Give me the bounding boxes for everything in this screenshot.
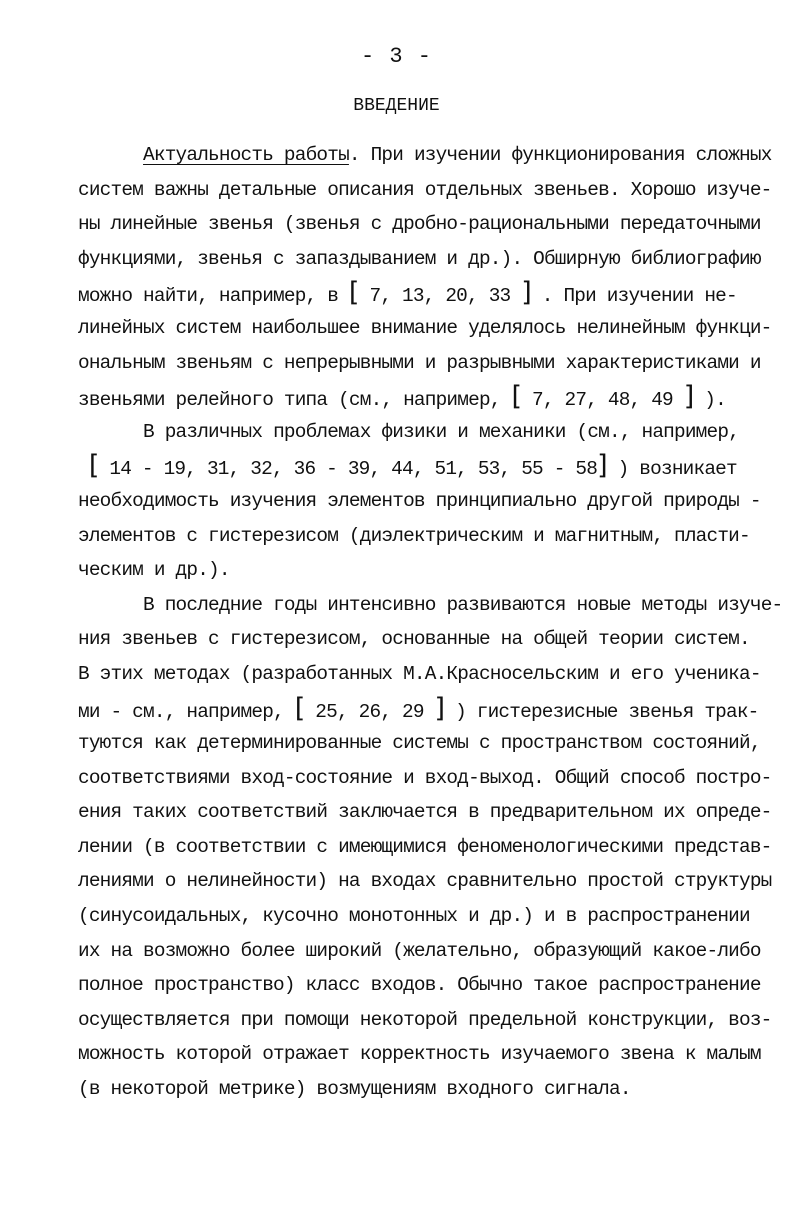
text-line: осуществляется при помощи некоторой предельной конструкции, воз- — [78, 1008, 772, 1031]
right-bracket: ] — [434, 692, 445, 724]
text-line: туются как детерминированные системы с пространством состояний, — [78, 732, 761, 755]
underlined-lead: Актуальность работы — [143, 144, 349, 166]
text-line: В этих методах (разработанных М.А.Красносельским и его ученика- — [78, 662, 761, 685]
text-line: элементов с гистерезисом (диэлектрическим и магнитным, пласти- — [78, 524, 750, 547]
text-line: функциями, звенья с запаздыванием и др.). Обширную библиографию — [78, 247, 761, 270]
right-bracket: ] — [597, 450, 607, 482]
text-line: можность которой отражает корректность изучаемого звена к малым — [78, 1043, 761, 1066]
citation: 25, 26, 29 — [304, 700, 435, 723]
body-text — [78, 138, 783, 1107]
text-line: полное пространство) класс входов. Обычно такое распространение — [78, 974, 761, 997]
citation: 7, 27, 48, 49 — [521, 389, 684, 412]
text-line: ны линейные звенья (звенья с дробно-рациональными передаточными — [78, 213, 761, 236]
section-heading: ВВЕДЕНИЕ — [353, 96, 440, 116]
text-line: их на возможно более широкий (желательно, образующий какое-либо — [78, 939, 761, 962]
text-line: можно найти, например, в [ 7, 13, 20, 33 ] . При изучении не- — [78, 277, 737, 309]
right-bracket: ] — [521, 277, 531, 309]
text-line: (в некоторой метрике) возмущениям входного сигнала. — [78, 1078, 631, 1101]
text-line: (синусоидальных, кусочно монотонных и др.) и в распространении — [78, 905, 750, 928]
text-line: соответствиями вход-состояние и вход-выход. Общий способ постро- — [78, 766, 772, 789]
left-bracket: [ — [348, 277, 359, 309]
text-line: ения таких соответствий заключается в предварительном их опреде- — [78, 801, 772, 824]
text-line: линейных систем наибольшее внимание уделялось нелинейным функци- — [78, 316, 772, 339]
text-line: ми - см., например, [ 25, 26, 29 ] ) гистерезисные звенья трак- — [78, 692, 759, 724]
page-number: - 3 - — [360, 44, 432, 69]
right-bracket: ] — [683, 381, 694, 413]
text-line: звеньями релейного типа (см., например, [ 7, 27, 48, 49 ] ). — [78, 381, 726, 413]
text-line: лении (в соответствии с имеющимися феноменологическими представ- — [78, 835, 772, 858]
text-line: ния звеньев с гистерезисом, основанные на общей теории систем. — [78, 628, 750, 651]
text-line: ческим и др.). — [78, 559, 230, 582]
left-bracket: [ — [88, 450, 99, 482]
text-line: необходимость изучения элементов принципиально другой природы - — [78, 489, 761, 512]
text-line: систем важны детальные описания отдельных звеньев. Хорошо изуче- — [78, 178, 772, 201]
text-line: В различных проблемах физики и механики (см., например, — [143, 420, 740, 443]
text-line: Актуальность работы. При изучении функционирования сложных — [143, 144, 772, 166]
text-line: [ 14 - 19, 31, 32, 36 - 39, 44, 51, 53, 55 - 58] ) возникает — [88, 450, 737, 482]
text-line: В последние годы интенсивно развиваются новые методы изуче- — [143, 593, 783, 616]
left-bracket: [ — [294, 692, 305, 724]
left-bracket: [ — [511, 381, 522, 413]
citation: 14 - 19, 31, 32, 36 - 39, 44, 51, 53, 55 - 58 — [98, 458, 598, 481]
text-line: ональным звеньям с непрерывными и разрывными характеристиками и — [78, 351, 761, 374]
text-line: лениями о нелинейности) на входах сравнительно простой структуры — [78, 870, 772, 893]
citation: 7, 13, 20, 33 — [358, 285, 522, 308]
